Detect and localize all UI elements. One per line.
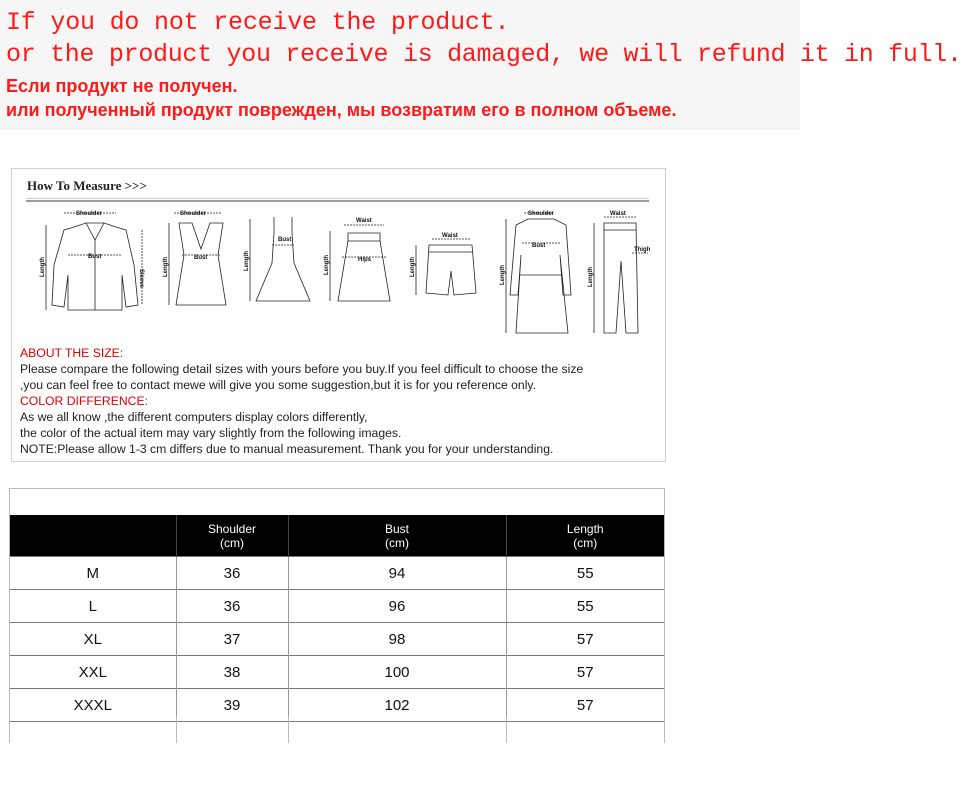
tank-diagram [163, 211, 226, 305]
cell-length: 57 [506, 623, 664, 656]
refund-banner [0, 0, 962, 130]
length-label: Length [588, 267, 594, 287]
header-size [10, 515, 176, 557]
length-label: Length [163, 257, 169, 277]
cell-shoulder: 39 [176, 689, 288, 722]
bust-label: Bust [278, 237, 292, 243]
table-empty-row [10, 716, 664, 743]
color-difference-text-2: the color of the actual item may vary slightly from the following images. [20, 426, 402, 440]
cell-bust: 96 [288, 590, 506, 623]
coat-diagram [500, 211, 571, 333]
how-to-measure-panel [11, 168, 666, 462]
cell-length: 57 [506, 656, 664, 689]
about-size-text-1: Please compare the following detail sizes with yours before you buy.If you feel difficult to choose the size [20, 362, 584, 376]
header-bust: Bust (cm) [288, 515, 506, 557]
cell-shoulder: 36 [176, 557, 288, 590]
dress-diagram [244, 217, 310, 301]
table-row [10, 656, 664, 689]
cell-size: XXL [10, 656, 176, 689]
shorts-diagram [410, 233, 476, 295]
garment-diagrams [24, 205, 654, 341]
banner-line-3: Если продукт не получен. [6, 76, 238, 96]
cell-size: M [10, 557, 176, 590]
header-length: Length (cm) [506, 515, 664, 557]
cell-size: XL [10, 623, 176, 656]
sleeve-label: Sleeve [138, 269, 144, 289]
color-difference-title: COLOR DIFFERENCE: [20, 394, 148, 408]
about-size-text-2: ,you can feel free to contact mewe will give you some suggestion,but it is for you reference only. [20, 378, 536, 392]
pants-diagram [588, 211, 651, 333]
cell-size: XXXL [10, 689, 176, 722]
header-shoulder: Shoulder (cm) [176, 515, 288, 557]
how-to-measure-title: How To Measure >>> [27, 178, 147, 193]
cell-shoulder: 36 [176, 590, 288, 623]
skirt-diagram [324, 218, 390, 301]
size-table [10, 515, 664, 722]
waist-label: Waist [442, 233, 458, 239]
cell-size: L [10, 590, 176, 623]
title-divider-bold [26, 200, 649, 202]
cell-length: 57 [506, 689, 664, 722]
thigh-label: Thigh [634, 247, 651, 253]
bust-label: Bust [88, 254, 102, 260]
table-row [10, 623, 664, 656]
length-label: Length [40, 257, 46, 277]
length-label: Length [244, 251, 250, 271]
cell-bust: 100 [288, 656, 506, 689]
length-label: Length [500, 265, 506, 285]
title-divider [26, 198, 649, 199]
table-header-row [10, 515, 664, 557]
cell-bust: 94 [288, 557, 506, 590]
hips-label: Hips [358, 257, 372, 263]
bust-label: Bust [194, 255, 208, 261]
waist-label: Waist [356, 218, 372, 224]
cell-bust: 102 [288, 689, 506, 722]
length-label: Length [410, 257, 416, 277]
cell-shoulder: 38 [176, 656, 288, 689]
cell-length: 55 [506, 590, 664, 623]
size-notes [20, 345, 583, 457]
banner-line-4: или полученный продукт поврежден, мы возвратим его в полном объеме. [6, 100, 677, 120]
length-label: Length [324, 255, 330, 275]
waist-label: Waist [610, 211, 626, 217]
banner-line-2: or the product you receive is damaged, we will refund it in full. [6, 40, 962, 69]
about-size-title: ABOUT THE SIZE: [20, 346, 124, 360]
cell-shoulder: 37 [176, 623, 288, 656]
table-row [10, 590, 664, 623]
color-difference-text-1: As we all know ,the different computers display colors differently, [20, 410, 368, 424]
shoulder-label: Shoulder [180, 211, 207, 217]
cell-bust: 98 [288, 623, 506, 656]
shoulder-label: Shoulder [76, 211, 103, 217]
blouse-diagram [40, 211, 144, 310]
cell-length: 55 [506, 557, 664, 590]
measurement-note: NOTE:Please allow 1-3 cm differs due to manual measurement. Thank you for your understanding. [20, 442, 554, 456]
banner-line-1: If you do not receive the product. [6, 8, 510, 37]
shoulder-label: Shoulder [528, 211, 555, 217]
size-chart [9, 488, 665, 743]
bust-label: Bust [532, 243, 546, 249]
table-row [10, 557, 664, 590]
